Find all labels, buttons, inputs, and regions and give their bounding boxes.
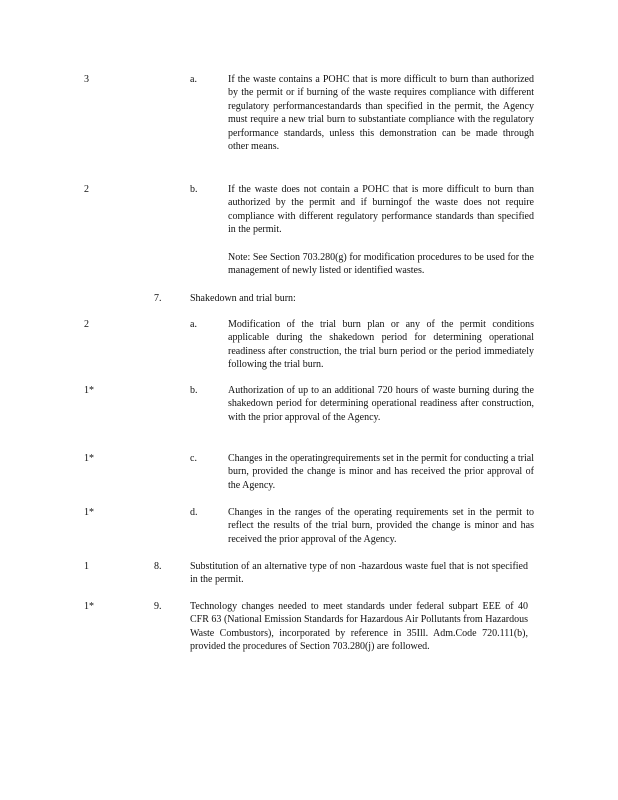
item-text: Changes in the ranges of the operating requirements set in the permit to reflect the results of the trial burn, provided the change is minor and has received the prior approval of the Agency. bbox=[228, 507, 534, 545]
item-letter: b. bbox=[190, 184, 198, 195]
class-label: 1* bbox=[84, 507, 94, 518]
item-letter: a. bbox=[190, 74, 197, 85]
item-letter: c. bbox=[190, 453, 197, 464]
item-letter: a. bbox=[190, 319, 197, 330]
class-label: 1* bbox=[84, 385, 94, 396]
item-text: Modification of the trial burn plan or any of the permit conditions applicable during the shakedown period for determining operational readiness after construction, the trial burn period or the period immediately following the trial burn. bbox=[228, 319, 534, 371]
item-letter: b. bbox=[190, 385, 198, 396]
class-label: 1* bbox=[84, 453, 94, 464]
class-label: 2 bbox=[84, 184, 89, 195]
item-text: Substitution of an alternative type of non -hazardous waste fuel that is not specified in the permit. bbox=[190, 561, 528, 586]
section-heading: Shakedown and trial burn: bbox=[190, 293, 296, 304]
item-text: Authorization of up to an additional 720 hours of waste burning during the shakedown period for determining operational readiness after construction, with the prior approval of the Agency. bbox=[228, 385, 534, 423]
class-label: 3 bbox=[84, 74, 89, 85]
class-label: 1* bbox=[84, 601, 94, 612]
item-number: 7. bbox=[154, 293, 162, 304]
item-text: If the waste contains a POHC that is more difficult to burn than authorized by the permit or if burning of the waste requires compliance with different regulatory performancestandards than specified in the permit, the Agency must require a new trial burn to substantiate compliance with the regulatory performance standards, unless this demonstration can be made through other means. bbox=[228, 74, 534, 153]
item-note: Note: See Section 703.280(g) for modification procedures to be used for the management of newly listed or identified wastes. bbox=[228, 252, 534, 277]
class-label: 2 bbox=[84, 319, 89, 330]
item-text: Technology changes needed to meet standards under federal subpart EEE of 40 CFR 63 (National Emission Standards for Hazardous Air Pollutants from Hazardous Waste Combustors), incorporated by reference in 35Ill. Adm.Code 720.111(b), provided the procedures of Section 703.280(j) are followed. bbox=[190, 601, 528, 653]
item-text: If the waste does not contain a POHC that is more difficult to burn than authorized by the permit and if burningof the waste does not require compliance with different regulatory performance standards than specified in the permit. bbox=[228, 184, 534, 236]
item-letter: d. bbox=[190, 507, 198, 518]
item-number: 9. bbox=[154, 601, 162, 612]
item-text: Changes in the operatingrequirements set in the permit for conducting a trial burn, provided the change is minor and has received the prior approval of the Agency. bbox=[228, 453, 534, 491]
item-number: 8. bbox=[154, 561, 162, 572]
class-label: 1 bbox=[84, 561, 89, 572]
